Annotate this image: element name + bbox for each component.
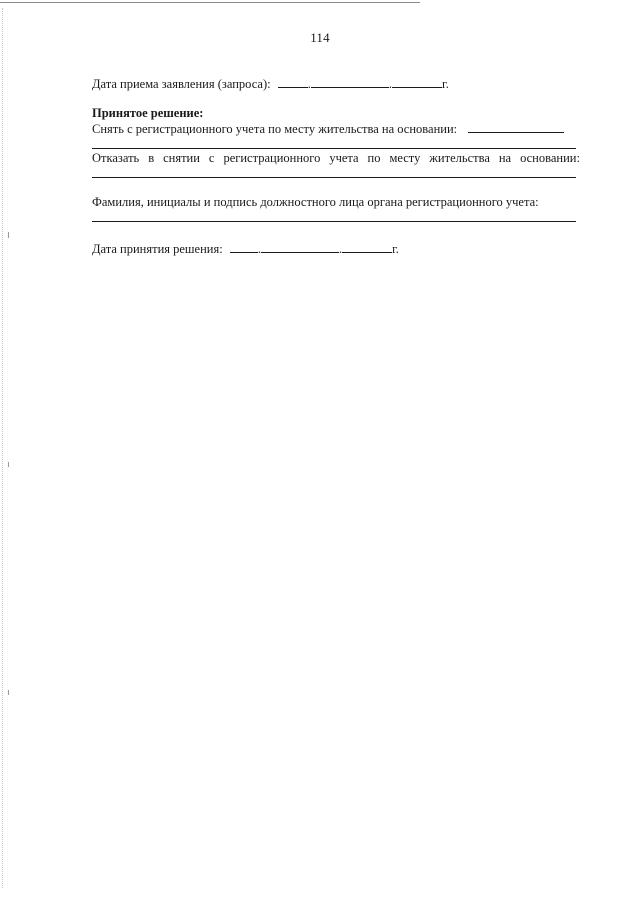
application-date-line	[92, 75, 582, 92]
refuse-word: регистрационного	[223, 151, 321, 165]
refuse-word: основании:	[520, 151, 580, 165]
year-suffix: г.	[441, 77, 449, 91]
application-day-field[interactable]	[278, 75, 308, 88]
scan-speck	[8, 462, 9, 467]
application-date-label: Дата приема заявления (запроса):	[92, 77, 271, 91]
refuse-word: по	[367, 151, 381, 165]
decision-day-field[interactable]	[230, 240, 258, 253]
refuse-word: Отказать	[92, 151, 140, 165]
refuse-word: с	[208, 151, 215, 165]
official-signature-rule[interactable]	[92, 221, 576, 222]
refuse-word: месту	[389, 151, 421, 165]
scan-speck	[8, 232, 9, 238]
refuse-line	[92, 150, 580, 166]
refuse-word: на	[498, 151, 512, 165]
decision-month-field[interactable]	[261, 240, 339, 253]
page-number: 114	[310, 30, 330, 45]
date-separator: .	[338, 242, 343, 256]
decision-year-field[interactable]	[342, 240, 392, 253]
refuse-basis-rule[interactable]	[92, 177, 576, 178]
deregister-basis-field[interactable]	[468, 120, 564, 133]
date-separator: .	[307, 77, 311, 91]
refuse-word: жительства	[429, 151, 490, 165]
application-year-field[interactable]	[392, 75, 442, 88]
refuse-word: снятии	[163, 151, 200, 165]
deregister-text: Снять с регистрационного учета по месту жительства на основании:	[92, 122, 458, 136]
official-label: Фамилия, инициалы и подпись должностного лица органа регистрационного учета:	[92, 195, 539, 209]
deregister-basis-rule[interactable]	[92, 148, 576, 149]
decision-date-label: Дата принятия решения:	[92, 242, 223, 256]
date-separator: .	[257, 242, 261, 256]
scan-speck	[8, 690, 9, 695]
application-month-field[interactable]	[311, 75, 389, 88]
date-separator: .	[388, 77, 392, 91]
scan-edge-left	[2, 8, 3, 888]
decision-heading: Принятое решение:	[92, 106, 204, 120]
deregister-line	[92, 120, 582, 137]
scan-edge-top	[0, 2, 420, 3]
refuse-word: в	[148, 151, 155, 165]
decision-date-line	[92, 240, 582, 257]
year-suffix: г.	[392, 242, 399, 256]
refuse-word: учета	[329, 151, 359, 165]
